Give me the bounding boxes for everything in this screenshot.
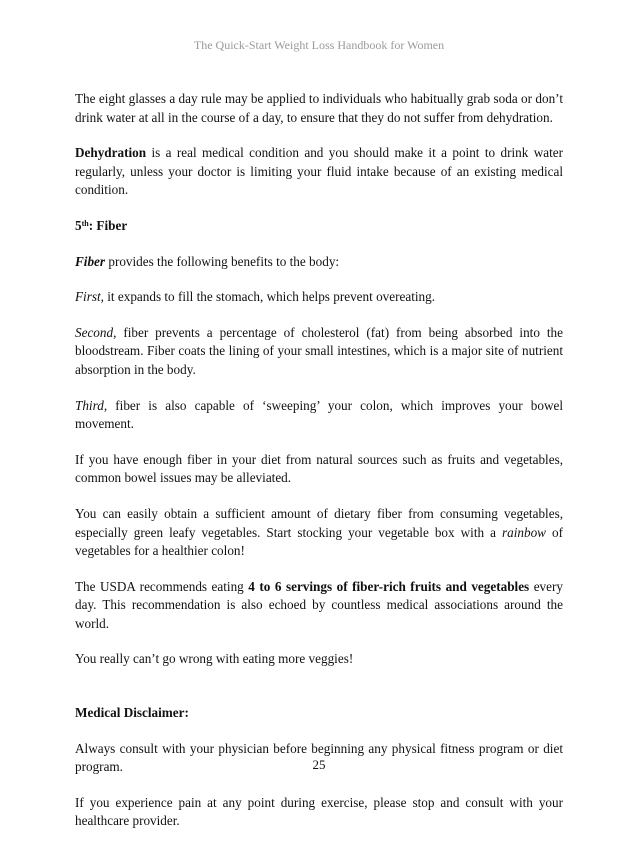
paragraph-usda-text-a: The USDA recommends eating [75, 578, 249, 594]
paragraph-first-text: it expands to fill the stomach, which helps prevent overeating. [103, 289, 436, 305]
paragraph-third-text: fiber is also capable of ‘sweeping’ your colon, which improves your bowel movement. [75, 397, 563, 432]
section-title: : Fiber [88, 217, 128, 233]
paragraph-consult-physician: Always consult with your physician before beginning any physical fitness program or diet program. [75, 740, 563, 775]
lead-second: Second [75, 324, 114, 340]
paragraph-vegetables-text-a: You can easily obtain a sufficient amount of dietary fiber from consuming vegetables, especially green leafy vegetables. Start stocking your vegetable box with a [75, 505, 563, 540]
disclaimer-heading: Medical Disclaimer: [75, 705, 189, 721]
paragraph-veggies: You really can’t go wrong with eating more veggies! [75, 651, 354, 667]
term-dehydration: Dehydration [75, 145, 147, 161]
term-fiber: Fiber [75, 253, 106, 269]
paragraph-pain-warning: If you experience pain at any point during exercise, please stop and consult with your healthcare provider. [75, 794, 563, 829]
page-number: 25 [312, 757, 326, 772]
lead-third: Third, [75, 397, 108, 413]
paragraph-fiber-benefits-text: provides the following benefits to the body: [105, 253, 340, 269]
section-ordinal-suffix: th [81, 218, 89, 228]
paragraph-fiber-benefits [75, 253, 563, 272]
paragraph-eight-glasses: The eight glasses a day rule may be applied to individuals who habitually grab soda or don’t drink water at all in the course of a day, to ensure that they do not suffer from dehydration. [75, 91, 563, 125]
paragraph-second-benefit [75, 324, 563, 380]
section-number: 5 [75, 217, 82, 233]
paragraph-natural-sources: If you have enough fiber in your diet from natural sources such as fruits and vegetables, common bowel issues may be alleviated. [75, 451, 563, 486]
lead-first: First, [75, 289, 104, 305]
emphasis-rainbow: rainbow [502, 524, 546, 540]
paragraph-first-benefit [75, 288, 563, 307]
paragraph-second-text: , fiber prevents a percentage of cholesterol (fat) from being absorbed into the bloodstream. Fiber coats the lining of your small intestines, which is a major site of nutrient absorption in the body. [75, 324, 563, 377]
running-header: The Quick-Start Weight Loss Handbook for Women [193, 38, 445, 52]
paragraph-dehydration-text: is a real medical condition and you should make it a point to drink water regularly, unless your doctor is limiting your fluid intake because of an existing medical condition. [75, 145, 563, 198]
emphasis-servings: 4 to 6 servings of fiber-rich fruits and vegetables [248, 578, 530, 594]
paragraph-usda-text-b: every day. This recommendation is also echoed by countless medical associations around the world. [75, 578, 563, 631]
page-body [75, 90, 563, 848]
paragraph-vegetables [75, 505, 563, 561]
paragraph-usda [75, 578, 563, 634]
paragraph-vegetables-text-b: of vegetables for a healthier colon! [75, 524, 563, 559]
paragraph-dehydration [75, 144, 563, 200]
section-heading-fiber [75, 217, 563, 236]
paragraph-third-benefit [75, 397, 563, 434]
